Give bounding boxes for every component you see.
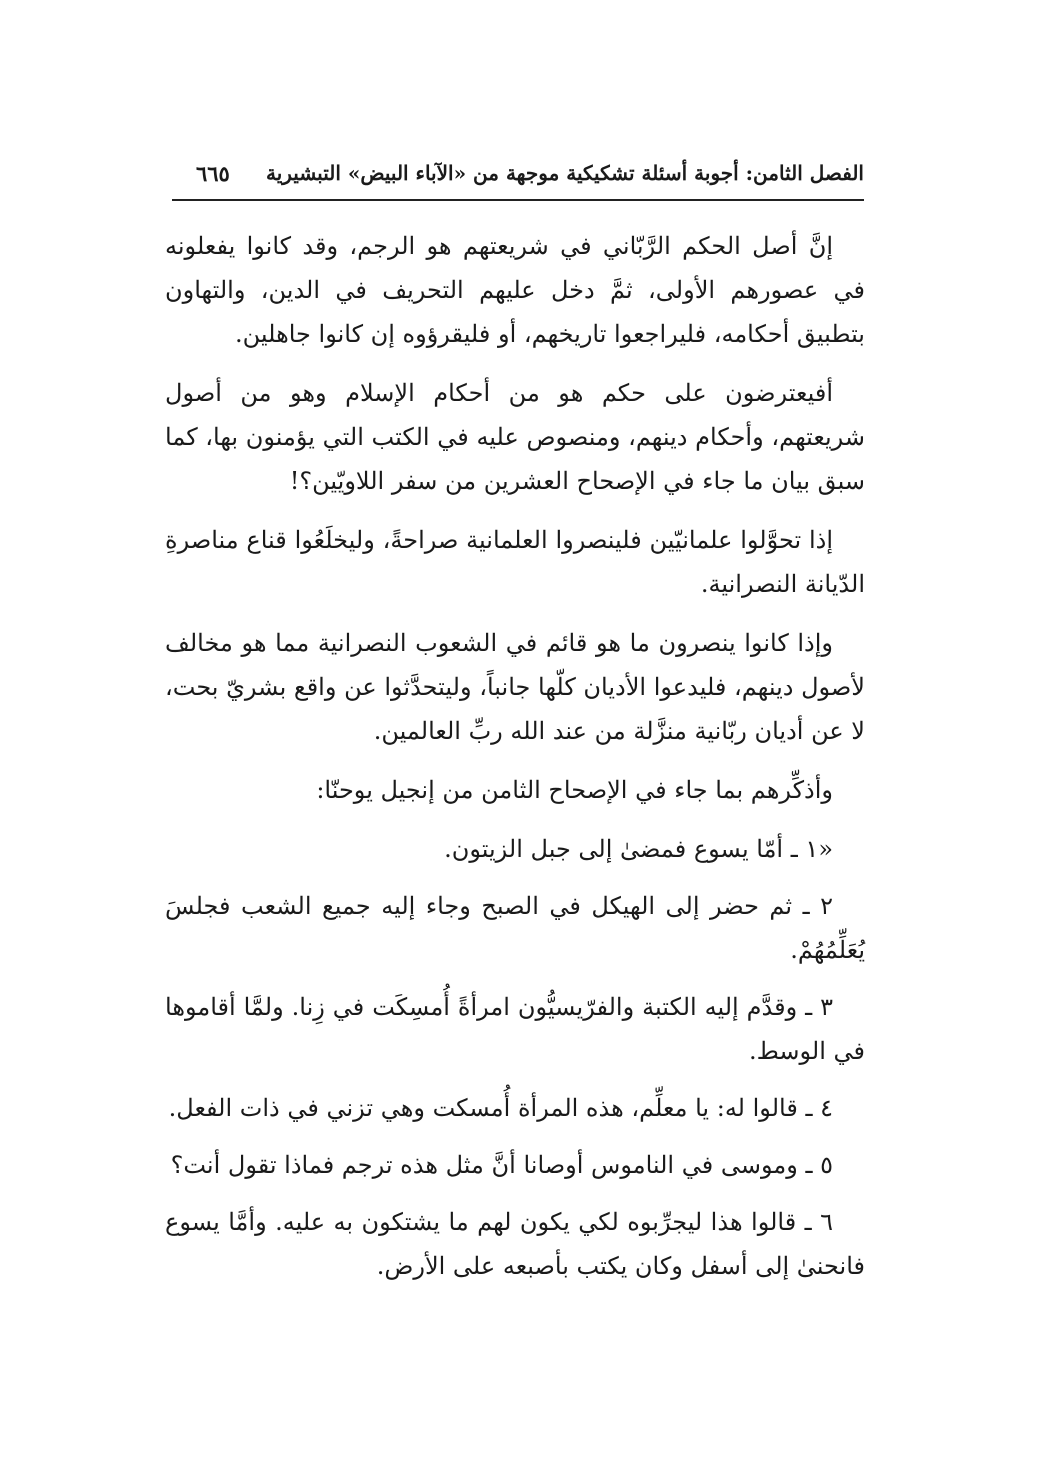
paragraph: أفيعترضون على حكم هو من أحكام الإسلام وهو من أصول شريعتهم، وأحكام دينهم، ومنصوص عليه في الكتب التي يؤمنون بها، كما سبق بيان ما جاء في الإصحاح العشرين من سفر اللاويّين؟! xyxy=(165,379,865,495)
running-header xyxy=(196,150,864,196)
verse-number: ٥ ـ xyxy=(805,1151,833,1179)
verse-text: وموسى في الناموس أوصانا أنَّ مثل هذه ترجم فماذا تقول أنت؟ xyxy=(170,1151,798,1179)
header-rule xyxy=(172,199,864,201)
body-text xyxy=(165,224,865,1301)
page-number: ٦٦٥ xyxy=(196,160,230,186)
verse-text: أمّا يسوع فمضىٰ إلى جبل الزيتون. xyxy=(444,835,784,863)
verse xyxy=(165,985,865,1073)
verse-text: ثم حضر إلى الهيكل في الصبح وجاء إليه جميع الشعب فجلسَ يُعَلِّمُهُمْ. xyxy=(165,892,865,964)
verse xyxy=(165,1200,865,1288)
verse xyxy=(165,1086,865,1130)
verse-number: ٣ ـ xyxy=(805,993,833,1021)
verse-number: ٢ ـ xyxy=(802,892,833,920)
verse-text: قالوا له: يا معلِّم، هذه المرأة أُمسكت وهي تزني في ذات الفعل. xyxy=(168,1094,798,1122)
paragraph: وإذا كانوا ينصرون ما هو قائم في الشعوب النصرانية مما هو مخالف لأصول دينهم، فليدعوا الأديان كلّها جانباً، وليتحدَّثوا عن واقع بشريّ بحت، لا عن أديان ربّانية منزَّلة من عند الله ربِّ العالمين. xyxy=(165,629,865,745)
verse-text: قالوا هذا ليجرِّبوه لكي يكون لهم ما يشتكون به عليه. وأمَّا يسوع فانحنىٰ إلى أسفل وكان يكتب بأصبعه على الأرض. xyxy=(165,1208,865,1280)
verse xyxy=(165,1143,865,1187)
paragraph: إنَّ أصل الحكم الرَّبّاني في شريعتهم هو الرجم، وقد كانوا يفعلونه في عصورهم الأولى، ثمَّ دخل عليهم التحريف في الدين، والتهاون بتطبيق أحكامه، فليراجعوا تاريخهم، أو فليقرؤوه إن كانوا جاهلين. xyxy=(165,232,865,348)
verse-number: ٦ ـ xyxy=(804,1208,833,1236)
verse-text: وقدَّم إليه الكتبة والفرّيسيُّون امرأةً أُمسِكَت في زِنا. ولمَّا أقاموها في الوسط. xyxy=(165,993,865,1065)
verse xyxy=(165,827,865,871)
quote-intro: وأذكِّرهم بما جاء في الإصحاح الثامن من إنجيل يوحنّا: xyxy=(316,776,833,804)
verse-number: «١ ـ xyxy=(790,835,833,863)
chapter-running-title: الفصل الثامن: أجوبة أسئلة تشكيكية موجهة من «الآباء البيض» التبشيرية xyxy=(265,161,864,185)
paragraph: إذا تحوَّلوا علمانيّين فلينصروا العلمانية صراحةً، وليخلَعُوا قناع مناصرةِ الدّيانة النصرانية. xyxy=(165,526,865,598)
verse xyxy=(165,884,865,972)
verse-number: ٤ ـ xyxy=(805,1094,833,1122)
